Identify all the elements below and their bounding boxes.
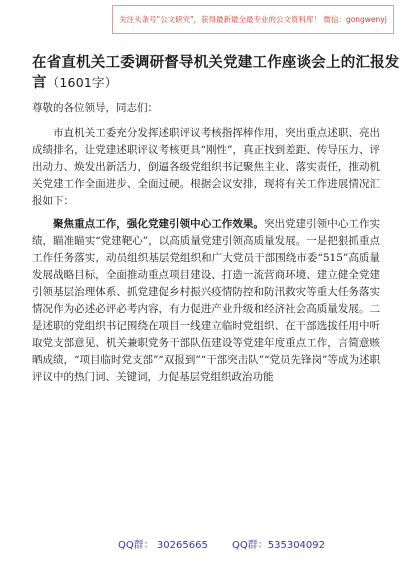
qq-group-1: QQ群： 30265665 xyxy=(118,540,208,551)
salutation: 尊敬的各位领导，同志们： xyxy=(32,102,158,114)
promo-banner: 关注头条号"公文研究"，获得最新最全最专业的公文资料库！ 微信：gongwenyj xyxy=(112,5,394,34)
title-line-1: 在省直机关工委调研督导机关党建工作座谈会上的汇报发 xyxy=(32,55,400,71)
document-title xyxy=(32,53,400,93)
word-count: （1601字） xyxy=(46,75,118,90)
title-tail: 言 xyxy=(32,75,47,91)
document-body xyxy=(32,125,380,392)
section-heading: 聚焦重点工作，强化党建引领中心工作效果。 xyxy=(53,218,264,230)
paragraph-section-1 xyxy=(32,216,380,386)
title-line-2 xyxy=(32,73,380,93)
section-body: 突出党建引领中心工作实绩，瞄准瞄实“党建靶心”，以高质量党建引领高质量发展。一是把狠抓重点工作任务落实，动员组织基层党组织和广大党员干部围绕市委“515”高质量发展战略目标，全面推动重点项目建设、打造一流营商环境、建立健全党建引领基层治理体系、抓党建促乡村振兴疫情防控和防汛救灾等重大任务落实情况作为必述必评必考内容，有力促进产业升级和经济社会高质量发展。二是述职的党组织书记围绕在项目一线建立临时党组织、在干部选拔任用中听取党支部意见、机关兼职党务干部队伍建设等党建年度重点工作，言简意赅晒成绩，“项目临时党支部”“双报到”“干部突击队”“党员先锋岗”等成为述职评议中的热门词、关键词，力促基层党组织政治功能 xyxy=(32,218,380,383)
paragraph-intro: 市直机关工委充分发挥述职评议考核指挥棒作用，突出重点述职、亮出成绩排名，让党建述职评议考核更具“刚性”，真正找到差距、传导压力、评出动力、焕发出新活力，倒逼各级党组织书记聚焦主业、落实责任，推动机关党建工作全面进步、全面过硬。根据会议安排，现将有关工作进展情况汇报如下： xyxy=(32,127,380,207)
qq-group-2: QQ群：535304092 xyxy=(232,540,326,551)
footer xyxy=(0,536,408,556)
